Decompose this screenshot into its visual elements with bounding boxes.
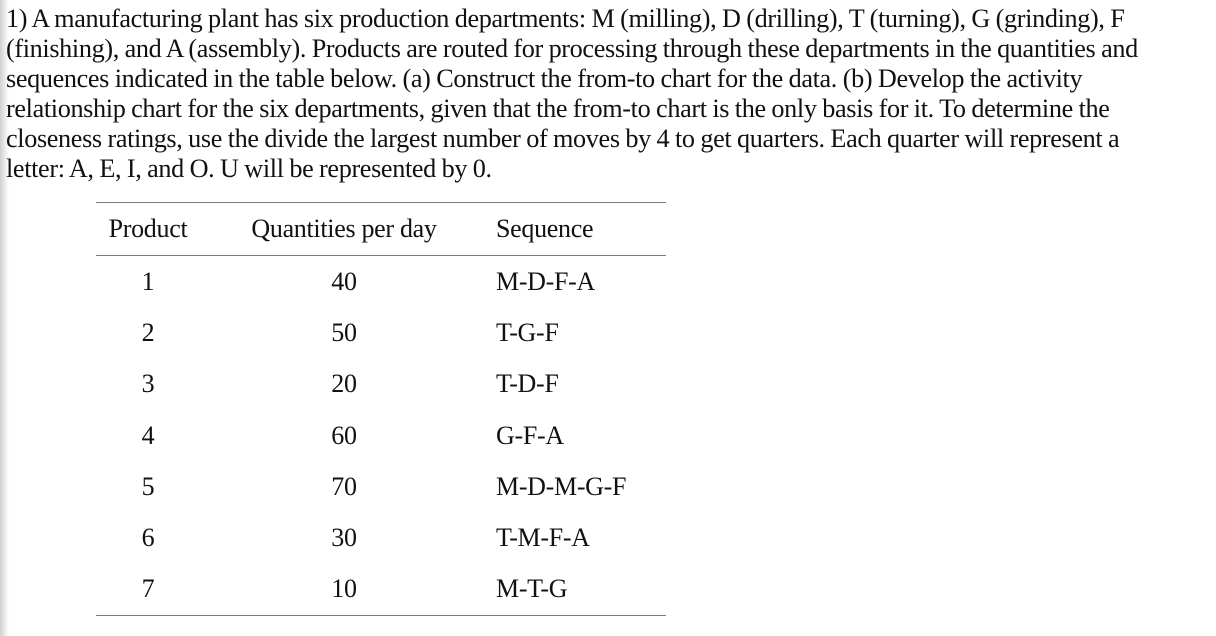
table-row: [96, 461, 666, 512]
cell-sequence: M-T-G: [496, 574, 568, 604]
header-quantities: Quantities per day: [251, 214, 437, 243]
table-row: [96, 359, 666, 410]
table-row: [96, 256, 666, 308]
routing-table-container: [96, 202, 666, 616]
cell-quantity: 10: [331, 574, 357, 604]
cell-quantity: 40: [331, 266, 357, 296]
cell-quantity: 70: [331, 471, 357, 501]
problem-line: (finishing), and A (assembly). Products are routed for processing through these departments in the quantities and: [6, 34, 1138, 63]
cell-product: 5: [141, 471, 155, 501]
cell-sequence: M-D-M-G-F: [496, 471, 627, 501]
table-header-row: [96, 203, 666, 256]
cell-product: 2: [141, 317, 155, 347]
table-row: [96, 410, 666, 461]
cell-quantity: 20: [331, 369, 357, 399]
cell-sequence: M-D-F-A: [496, 266, 596, 296]
table-row: [96, 564, 666, 616]
table-row: [96, 307, 666, 358]
problem-statement: [6, 4, 1214, 184]
cell-product: 7: [141, 574, 155, 604]
cell-product: 6: [141, 523, 155, 553]
problem-line: letter: A, E, I, and O. U will be represented by 0.: [6, 154, 492, 183]
cell-quantity: 50: [331, 317, 357, 347]
cell-quantity: 60: [331, 420, 357, 450]
header-sequence: Sequence: [496, 214, 594, 243]
problem-line: 1) A manufacturing plant has six production departments: M (milling), D (drilling), T (turning), G (grinding), F: [6, 4, 1125, 33]
problem-line: closeness ratings, use the divide the largest number of moves by 4 to get quarters. Each quarter will represent a: [6, 124, 1120, 153]
header-product: Product: [108, 214, 188, 243]
routing-table: [96, 202, 666, 616]
cell-product: 1: [141, 266, 155, 296]
table-row: [96, 512, 666, 563]
problem-line: relationship chart for the six departments, given that the from-to chart is the only basis for it. To determine the: [6, 94, 1110, 123]
cell-product: 4: [141, 420, 155, 450]
cell-sequence: T-G-F: [496, 317, 559, 347]
cell-sequence: G-F-A: [496, 420, 564, 450]
cell-product: 3: [141, 369, 155, 399]
cell-sequence: T-M-F-A: [496, 523, 590, 553]
problem-line: sequences indicated in the table below. (a) Construct the from-to chart for the data. (b) Develop the activity: [6, 64, 1083, 93]
cell-sequence: T-D-F: [496, 369, 559, 399]
cell-quantity: 30: [331, 523, 357, 553]
